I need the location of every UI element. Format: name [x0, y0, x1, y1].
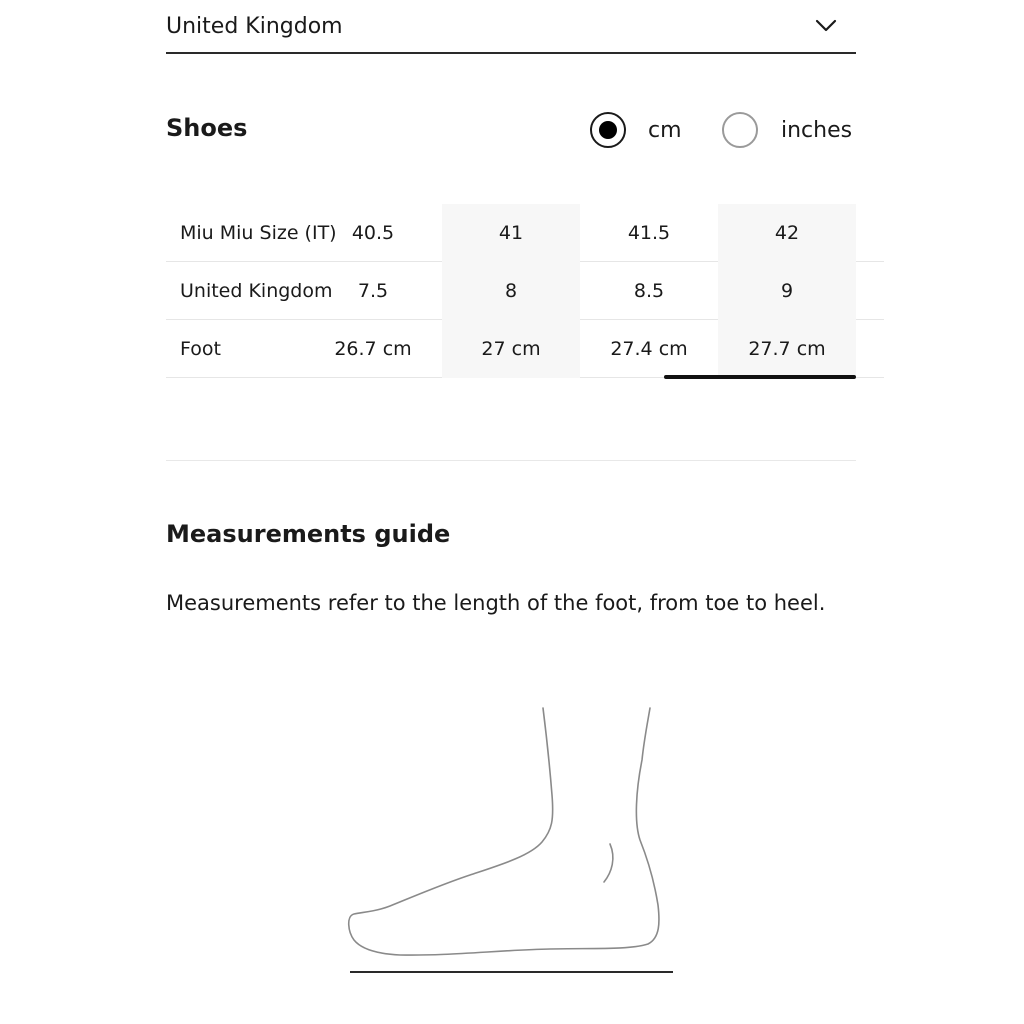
table-row	[166, 204, 884, 262]
unit-label-cm: cm	[648, 118, 682, 143]
table-cell: 41.5	[627, 222, 671, 244]
shoes-title: Shoes	[166, 114, 248, 142]
table-cell: 7.5	[357, 280, 389, 302]
radio-cm[interactable]	[590, 112, 626, 148]
table-cell: 8.5	[633, 280, 665, 302]
table-row	[166, 262, 884, 320]
country-select[interactable]	[166, 0, 856, 54]
section-divider	[166, 460, 856, 461]
unit-option-inches[interactable]	[722, 110, 862, 150]
table-row	[166, 320, 884, 378]
table-scroll-indicator[interactable]	[664, 375, 856, 379]
row-label-foot: Foot	[180, 338, 221, 360]
row-cells	[334, 320, 884, 378]
unit-label-inches: inches	[781, 118, 853, 143]
radio-inches[interactable]	[722, 112, 758, 148]
measurements-guide-title: Measurements guide	[166, 520, 451, 548]
measurements-guide-text: Measurements refer to the length of the foot, from toe to heel.	[166, 591, 826, 615]
country-select-value: United Kingdom	[166, 14, 343, 39]
size-table[interactable]	[166, 204, 884, 384]
table-cell: 27 cm	[442, 320, 580, 378]
unit-option-cm[interactable]	[590, 110, 700, 150]
row-label-it-size: Miu Miu Size (IT)	[180, 222, 337, 244]
table-cell: 8	[442, 262, 580, 320]
table-cell: 27.7 cm	[718, 320, 856, 378]
foot-illustration-icon	[330, 700, 690, 990]
table-cell: 42	[718, 204, 856, 262]
row-cells	[351, 204, 884, 262]
row-label-uk: United Kingdom	[180, 280, 333, 302]
table-cell: 26.7 cm	[334, 338, 412, 360]
row-cells	[357, 262, 884, 320]
table-cell: 27.4 cm	[610, 338, 688, 360]
chevron-down-icon[interactable]	[814, 14, 838, 38]
table-cell: 41	[442, 204, 580, 262]
table-cell: 9	[718, 262, 856, 320]
table-cell: 40.5	[351, 222, 395, 244]
